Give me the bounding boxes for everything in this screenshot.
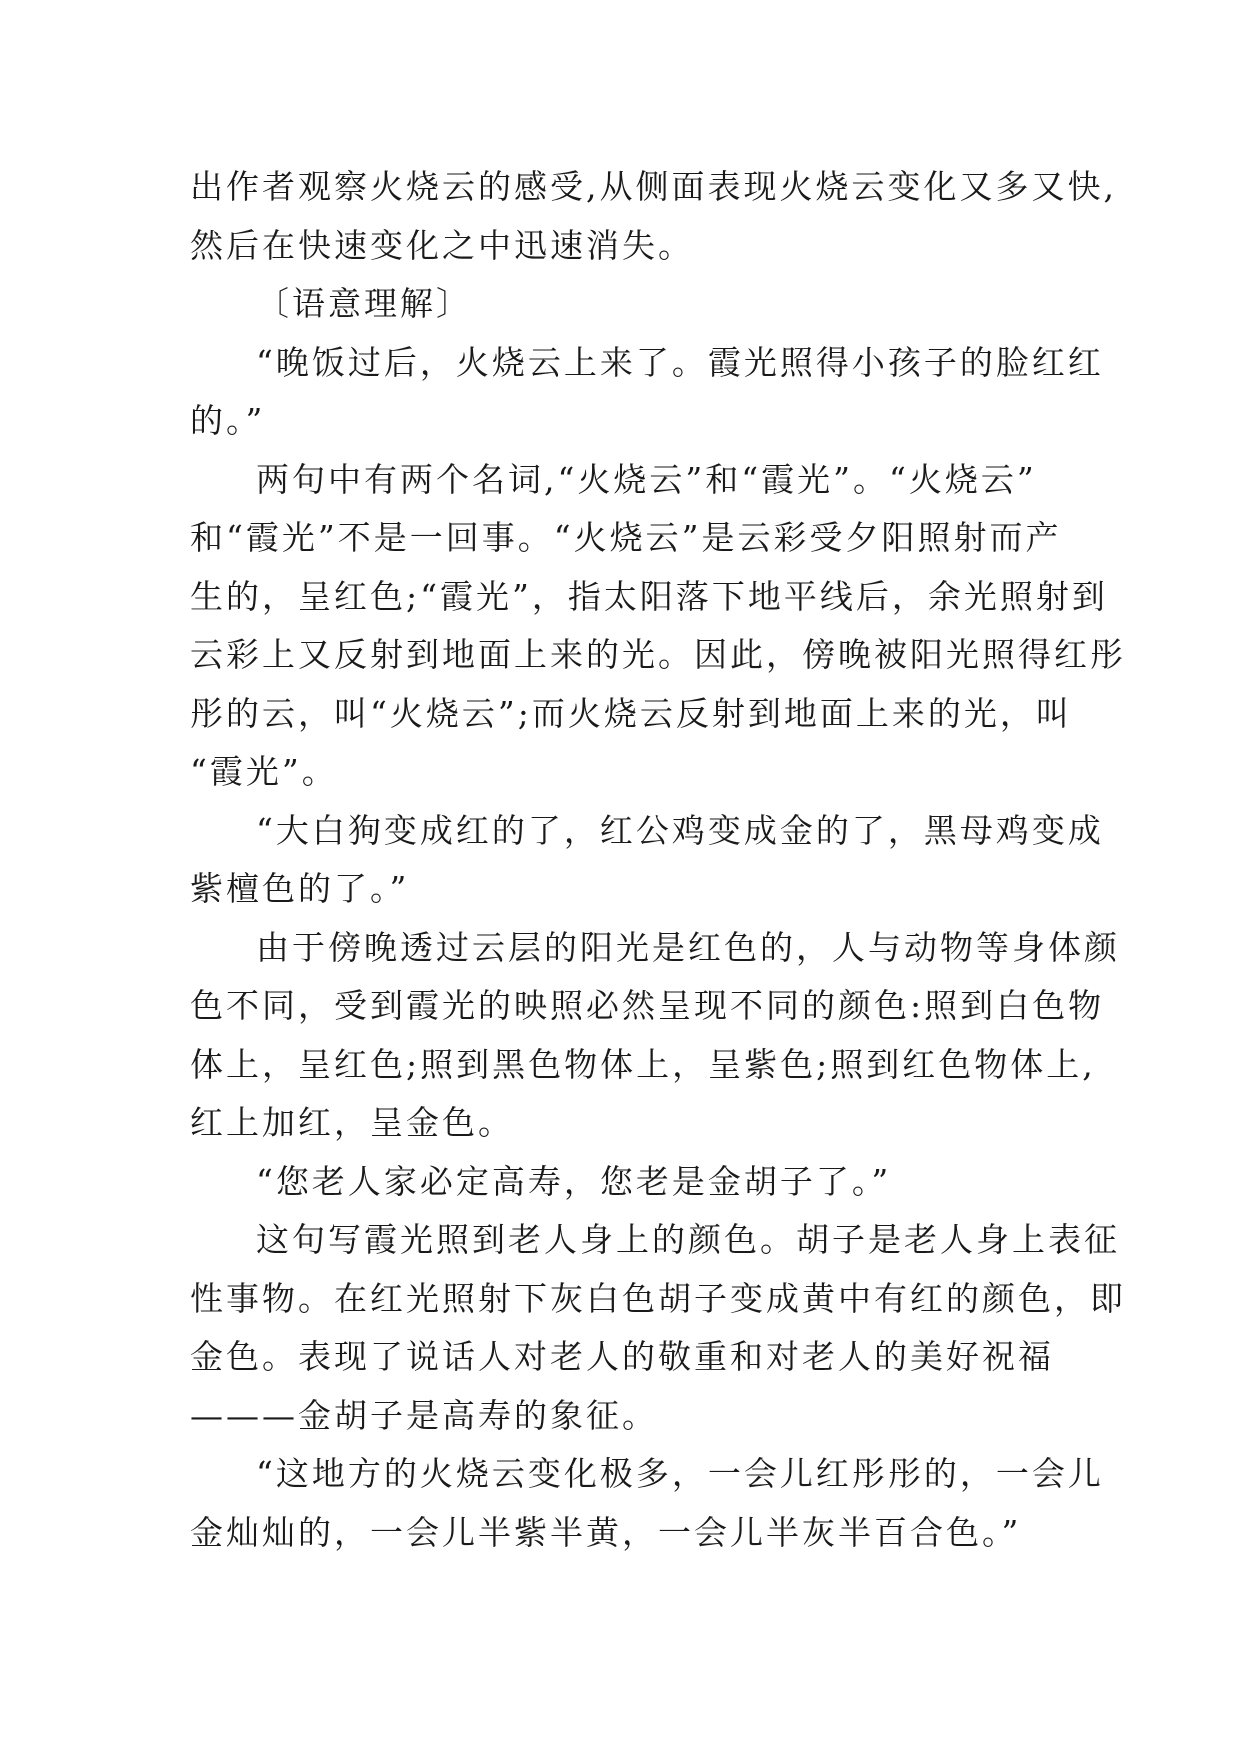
text-line: 这句写霞光照到老人身上的颜色。胡子是老人身上表征 xyxy=(256,1220,1120,1259)
text-line: 出作者观察火烧云的感受,从侧面表现火烧云变化又多又快, xyxy=(190,167,1117,206)
text-line: 云彩上又反射到地面上来的光。因此，傍晚被阳光照得红彤 xyxy=(190,635,1126,674)
text-line: 然后在快速变化之中迅速消失。 xyxy=(190,225,694,265)
text-line: 性事物。在红光照射下灰白色胡子变成黄中有红的颜色，即 xyxy=(190,1278,1126,1318)
text-line: 体上，呈红色;照到黑色物体上，呈紫色;照到红色物体上, xyxy=(190,1044,1096,1084)
text-line: 的。” xyxy=(190,401,266,440)
text-line: 紫檀色的了。” xyxy=(190,869,410,908)
text-line: “您老人家必定高寿，您老是金胡子了。” xyxy=(256,1161,892,1201)
text-line: 由于傍晚透过云层的阳光是红色的，人与动物等身体颜 xyxy=(256,927,1120,967)
text-line: “这地方的火烧云变化极多，一会儿红彤彤的，一会儿 xyxy=(256,1454,1104,1493)
text-line: ———金胡子是高寿的象征。 xyxy=(190,1395,658,1435)
text-line: 红上加红，呈金色。 xyxy=(190,1103,514,1142)
text-line: “大白狗变成红的了，红公鸡变成金的了，黑母鸡变成 xyxy=(256,810,1104,850)
text-line: 生的，呈红色;“霞光”，指太阳落下地平线后，余光照射到 xyxy=(190,576,1108,616)
text-line: 彤的云，叫“火烧云”;而火烧云反射到地面上来的光，叫 xyxy=(190,693,1072,733)
text-line: 两句中有两个名词,“火烧云”和“霞光”。“火烧云” xyxy=(256,459,1037,499)
text-line: 色不同，受到霞光的映照必然呈现不同的颜色:照到白色物 xyxy=(190,986,1105,1025)
text-line: 金灿灿的，一会儿半紫半黄，一会儿半灰半百合色。” xyxy=(190,1512,1022,1552)
text-line: “霞光”。 xyxy=(190,752,338,791)
text-line: 和“霞光”不是一回事。“火烧云”是云彩受夕阳照射而产 xyxy=(190,518,1062,557)
text-line: 金色。表现了说话人对老人的敬重和对老人的美好祝福 xyxy=(190,1337,1054,1376)
document-body xyxy=(190,158,1126,1562)
section-heading: 〔语意理解〕 xyxy=(256,284,472,323)
text-line: “晚饭过后，火烧云上来了。霞光照得小孩子的脸红红 xyxy=(256,342,1104,382)
